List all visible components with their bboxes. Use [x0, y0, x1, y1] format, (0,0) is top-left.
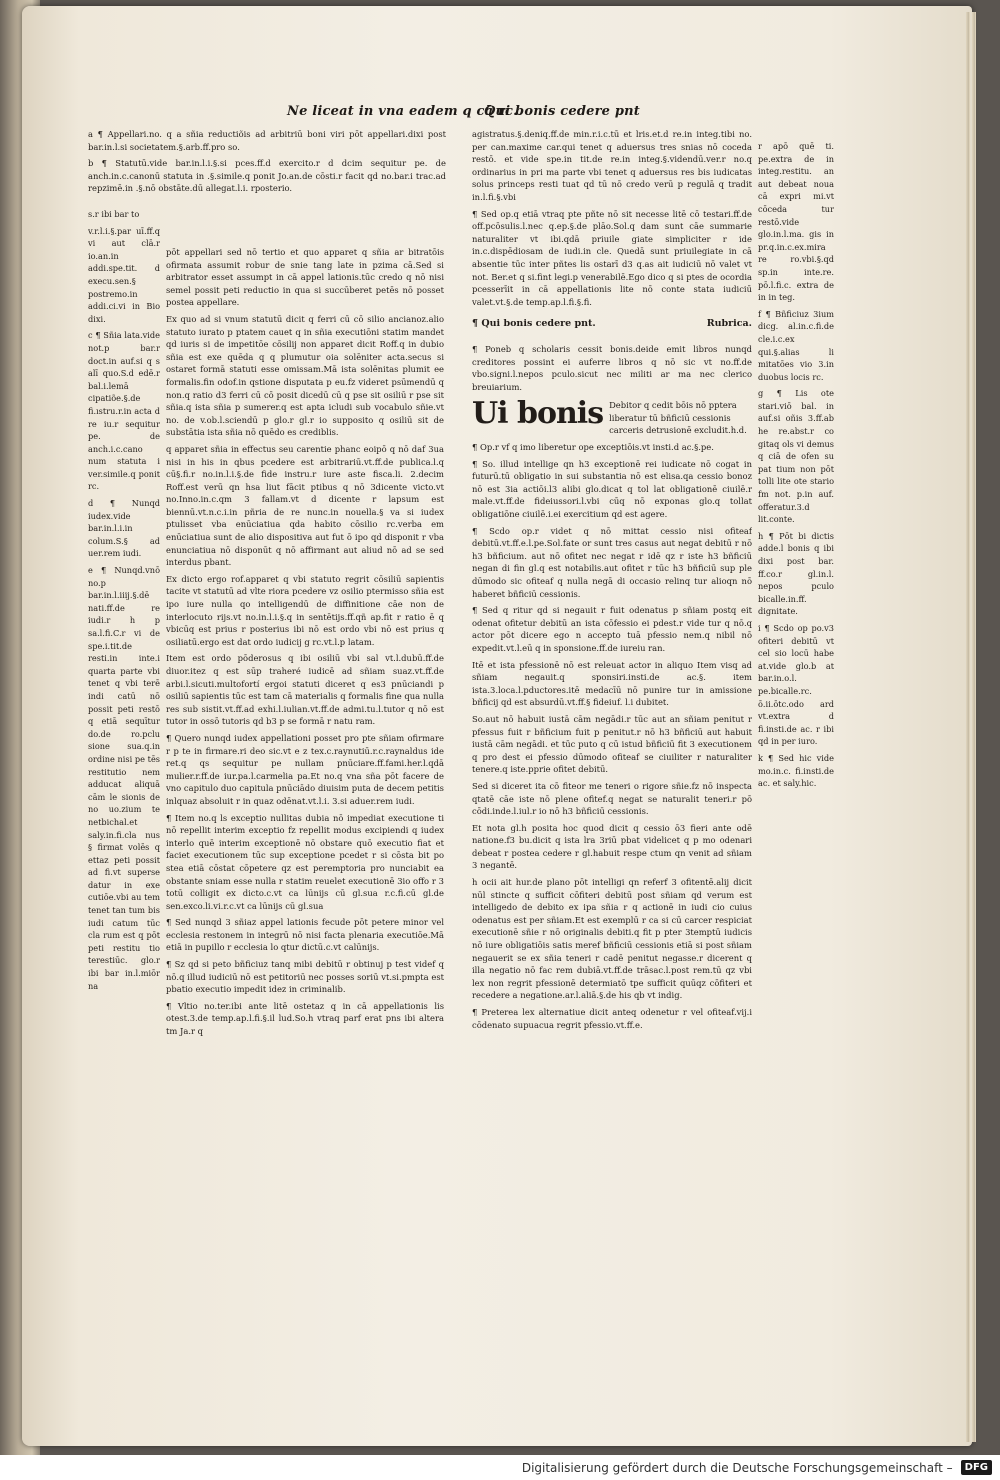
- text-paragraph: Ex quo ad si vnum statutū dicit q ferri cū cō silio ancianoz.alio statuto iurato p ptatem cauet q in sñia executiōni statim mandet qd iuris si de impetitōe cōsilij non apparet dicit Roff.q in dubio sñia est exe quēda q q plumutur oia solēniter acta.secus si ostaret formā statuti esse omissam.Mā ista solēnitas plumit ee formalis.fin odof.in qstione disputata p eu.fz videret psūmendū q non.q ratio d3 ferri cū cō posit dicedū cū q pse sit osiliū r pse sit sñia.q ista sñia p sumerer.q est apta icludi sub vocabulo sñie.vt no. de v.ob.l.sciendū p glo.r gl.r io supposito q osiliū sit de substātia ista sñia nō quēdo es crediblis.: [166, 313, 444, 438]
- funding-notice: Digitalisierung gefördert durch die Deutsche Forschungsgemeinschaft –: [521, 1460, 953, 1475]
- left-main-text: [166, 246, 444, 1216]
- side-gloss-paragraph: f ¶ Bñficiuz 3ium dicg. al.in.c.fi.de cle.i.c.ex qui.§.alias li mitatōes vio 3.in duobus locis rc.: [758, 308, 834, 382]
- gloss-paragraph: b ¶ Statutū.vide bar.in.l.i.§.si pces.ff.d exercito.r d dcim sequitur pe. de anch.in.c.canonū statuta in .§.simile.q ponit Jo.an.de cōsti.r facit qd no.bar.i trac.ad repzimē.in .§.nō obstāte.dū allegat.l.i. rposterio.: [88, 158, 446, 194]
- side-gloss-paragraph: g ¶ Lis ote stari.viō bal. in auf.si oñis 3.ff.ab he re.abst.r co gitaq ols vi demus q ciā de ofen su pat tium non pōt tolli lite ote stario fm not. p.in auf. offeratur.3.d lit.conte.: [758, 388, 834, 525]
- text-paragraph: q apparet sñia in effectus seu carentie phanc eoipō q nō daf 3ua nisi in his in qbus pcedere est arbitrariū.vt.ff.de publica.l.q cū§.fi.r no.in.l.i.§.de fide instru.r iure aste fisca.li. 2.decim Roff.est verū qn hsa liut fācit ptibus q nō 3dicente victo.vt no.Inno.in.c.qm 3 fallam.vt d dicente r lapsum est biennū.vt.n.c.i.in pñria de re nunc.in nouella.§ va si iudex ptulisset vba enūciatiua qda habito cōsilio rc.verba em enūciatiua sunt de alio dispositiva aut fut ō ipo qd disponit r vba enunciatiua nō disponūt q nō affirmant aut aliud nō ad se sed interdus pbant.: [166, 443, 444, 568]
- chapter-rubric: [472, 318, 752, 331]
- right-main-text: [472, 128, 752, 1218]
- side-gloss-paragraph: d ¶ Nunqd iudex.vide bar.in.l.i.in colum.S.§ ad uer.rem iudi.: [88, 498, 160, 559]
- rubric-label: Rubrica.: [706, 318, 752, 330]
- side-gloss-paragraph: e ¶ Nunqd.vnō no.p bar.in.l.iiij.§.dē nati.ff.de re iudi.r h p sa.l.fi.C.r vi de spe.i.tit.de resti.in inte.i quarta parte vbi tenet q vbi terē indi catū nō possit peti restō q etiā sequītur do.de ro.pclu sione sua.q.in ordine nisi pe tēs restitutio nem adducat aliquā cām le sionis de no uo.zium te netbichal.et saly.in.fi.cla nus § firmat volēs q ettaz peti possit ad fi.vt superse datur in exe cutiōe.vbi au tem tenet tan tum bis iudi catum tūc cla rum est q pōt peti restitu tio terestiūc. glo.r ibi bar in.l.miōr na: [88, 565, 160, 991]
- side-gloss-paragraph: s.r ibi bar to: [88, 209, 140, 219]
- side-gloss-paragraph: k ¶ Sed hic vide mo.in.c. fi.insti.de ac. et saly.hic.: [758, 752, 834, 789]
- page-stack-edge: [966, 12, 970, 1442]
- text-paragraph: So.aut nō habuit iustā cām negādi.r tūc aut an sñiam penitut r pfessus fuit r bñficium fuit p penitut.r nō h3 bñficiū aut habuit iustā cām negādi. et tūc puto q cū istud bñficiū fit 3 executionem q pro dest ei pfessio dūmodo ofiteaf se ciuiliter r naturaliter tenere.q iste.pprie ofitet debitū.: [472, 713, 752, 775]
- rubric-title: ¶ Qui bonis cedere pnt.: [472, 318, 596, 330]
- text-paragraph: ¶ Op.r vf q imo liberetur ope exceptiōis.vt insti.d ac.§.pe.: [472, 442, 714, 453]
- side-gloss-paragraph: v.r.l.i.§.par uī.ff.q vi aut clā.r io.an.in addi.spe.tit. d execu.sen.§ postremo.in addi.ci.vi in Bio dixi.: [88, 225, 160, 324]
- left-column-top: [88, 128, 446, 199]
- text-paragraph: ¶ Vltio no.ter.ibi ante litē ostetaz q in cā appellationis lis otest.3.de temp.ap.l.fi.§.il lud.So.h vtraq parf erat pns ibi altera tm Ja.r q: [166, 1000, 444, 1037]
- text-paragraph: ¶ Quero nunqd iudex appellationi posset pro pte sñiam ofirmare r p te in firmare.ri deo sic.vt e z tex.c.raynutiū.r.c.raynaldus ide ret.q qs sequitur pe nullam pnūciare.ff.fami.her.l.qdā mulier.r.ff.de iur.pa.l.carmelia pa.Et no.q vna sña pōt facere de vno capitulo duo capitula pnūciādo diuisim puta de decem petitis inlquaz absoluit r in quaz odēnat.vt.l.i. 3.si aduer.rem iudi.: [166, 732, 444, 806]
- text-paragraph: Et nota gl.h posita hoc quod dicit q cessio ō3 fieri ante odē natione.f3 bu.dicit q ista lra 3riū pbat videlicet q p mo odenari debeat r postea cedere r gl.habuit respe ctum qn venit ad sñiam 3 negantē.: [472, 822, 752, 871]
- text-paragraph: ¶ Sed nunqd 3 sñiaz appel lationis fecude pōt petere minor vel ecclesia restonem in integrū nō nisi facta plenaria executiōe.Mā etiā in pupillo r ecclesia lo qtur dictū.c.vt calūnijs.: [166, 917, 444, 953]
- text-paragraph: ¶ Sed op.q etiā vtraq pte pñte nō sit necesse litē cō testari.ff.de off.pcōsulis.l.nec q.ep.§.de plāo.Sol.q dam sunt cāe summarie naturaliter vt ibi.qdā priuile giate simpliciter r ide in.c.dispēdiosam de iudi.in cle. Quedā sunt priuilegiate in cā absentie tūc inter pñtes lis ostarī d3 q.as ait iudiciū nō valet vt not. Ber.et q si.fint legi.p venerabilē.Ego dico q si ptes de ocordia pcesserīit in cā appellationis lite nō conte stata iudiciū valet.vt.§.de temp.ap.l.fi.§.fi.: [472, 208, 752, 307]
- text-paragraph: ¶ Item no.q ls exceptio nullitas dubia nō impediat executione ti nō repellit interim exceptio fz repellit modus excipiendi q iudex interlo quē interim exceptionē nō obstare quō executio fiat et faciet executionem tūc sup exceptione pcedet r si cōsta bit po stea etiā cōstat cōpetere qz est peremptoria pro nunciabit ea obstante sniam esse nulla r statim reuelet executionē 3io offo r 3 totū colligit ex dicto.c.vt ca lūnijs cū gl.sua r.c.fi.cū gl.de sen.exco.li.vi.r.c.vt ca lūnijs cū gl.sua: [166, 812, 444, 911]
- text-paragraph: Ex dicto ergo rof.apparet q vbi statuto regrit cōsiliū sapientis tacite vt statutū ad vlte riora pcedere vz osilio ptermisso sñia est ipo iure nulla qo intelligendū de diffinitione cāe non de interlocuto rijs.vt no.in.l.i.§.q in sentētijs.ff.qñ ap.fit r ratio ē q vbicūq est prius r posterius ibi nō est ordo vbi nō est prius q osiliatū.ergo est dat ordo iudicij g rc.vt.l.p latam.: [166, 573, 444, 647]
- side-gloss-paragraph: h ¶ Pōt bi dictis adde.l bonis q ibi dixi post bar. ff.co.r gl.in.l. nepos pculo bicalle.in.ff. dignitate.: [758, 530, 834, 617]
- text-paragraph: pōt appellari sed nō tertio et quo apparet q sñia ar bitratōis ofirmata assumit robur de snie tang late in pzima cā.Sed si arbitrator esset assumpt in cā appel lationis.tūc credo q nō nisi semel possit peti reductio in qua si succūberet petēs nō posset postea appellare.: [166, 247, 444, 308]
- dfg-logo: DFG: [961, 1460, 992, 1475]
- running-head-left: Ne liceat in vna eadem q cā rc.: [287, 104, 518, 119]
- footer-bar: [0, 1455, 1000, 1480]
- text-paragraph: ¶ Preterea lex alternatiue dicit anteq odenetur r vel ofiteaf.vij.i cōdenato supuacua regrit pfessio.vt.ff.e.: [472, 1007, 752, 1030]
- text-paragraph: agistratus.§.deniq.ff.de min.r.i.c.tū et lris.et.d re.in integ.tibi no. per can.maxime car.qui tenet q aduersus tres snias nō coceda restō. et vide spe.in tit.de re.in integ.§.videndū.ver.r no.q ordinarius in pri ma parte vbi tenet q aduersus res bis iudicatas solus princeps resti tuat qd tū nō credo verū p regulā q tradit in.l.fi.§.vbi: [472, 129, 752, 202]
- left-side-gloss: [88, 208, 160, 1218]
- running-head-right: Qui bonis cedere pnt: [484, 104, 640, 119]
- text-paragraph: Itē et ista pfessionē nō est releuat actor in aliquo Item visq ad sñiam negauit.q sponsiri.insti.de ac.§. item ista.3.loca.l.pductores.itē medacīū nō punire tur in amissione bñficij qd est absurdū.vt.ff.§ fideiuf. l.i dubitet.: [472, 659, 752, 708]
- text-paragraph: ¶ Sz qd si peto bñficiuz tanq mibi debitū r obtinuj p test videf q nō.q illud iudiciū nō est petitoriū nec posses soriū vt.si.pmpta est pbatio executio impedit idez in criminalib.: [166, 959, 444, 995]
- text-paragraph: Item est ordo pōderosus q ibi osiliū vbi sal vt.l.dubū.ff.de diuor.itez q est sūp traheré iudicē ad sñiam suaz.vt.ff.de arbi.l.sicuti.multofortí ergoi statuti diceret q es3 pnūciandi p osiliū sapientis tūc est tam cā materialis q formalis fine qua nulla res sub sistit.vt.ff.ad exhi.l.iulian.vt.ff.de admi.tu.l.tutor q nō est tutor in ossō tutoris qd b3 p se formā r natu ram.: [166, 653, 444, 727]
- side-gloss-paragraph: i ¶ Scdo op po.v3 ofiteri debitū vt cel sio locū habe at.vide glo.b at bar.in.o.l. pe.bicalle.rc. ō.ii.ōtc.odo ard vt.extra d fi.insti.de ac. r ibi qd in per iuro.: [758, 622, 834, 747]
- right-side-gloss: [758, 140, 834, 840]
- text-paragraph: ¶ Poneb q scholaris cessit bonis.deide emit libros nunqd creditores possint ei auferre libros q nō sic vt no.ff.de vbo.signi.l.nepos pculo.sicut nec militi ar ma nec clerico breuiarium.: [472, 343, 752, 392]
- initial-letter: Ui bonis: [472, 396, 604, 432]
- decorated-initial-block: [472, 396, 752, 437]
- page-stack-edge: [972, 12, 976, 1442]
- text-paragraph: ¶ Scdo op.r videt q nō mittat cessio nisi ofiteaf debitū.vt.ff.e.l.pe.Sol.fate or sunt tres casus aut negat debitū r nō h3 bñficium. aut nō ofitet nec negat r idē qz r iste h3 bñficiū negan di fin gl.q est notabilis.aut ofitet r tūc h3 bñficiū sup ple dūmodo sic ofiteaf q nulla negā di occasio relinq tur alioqn nō haberet bñficiū cessionis.: [472, 525, 752, 599]
- side-gloss-paragraph: r apō quē ti. pe.extra de in integ.restitu. an aut debeat noua cā expri mi.vt cōceda tur restō.vide glo.in.l.ma. gis in pr.q.in.c.ex.mira re ro.vbi.§.qd sp.in inte.re. pō.l.fi.c. extra de in in teg.: [758, 141, 834, 303]
- text-paragraph: h ocii ait hur.de plano pōt intelligi qn referf 3 ofitentē.alij dicit nūl stincte q sufficit cōfiteri debitū post sñiam qd verum est intelligedo de debito ex ipa sñia r q actionē in iudi cio cuius odenatus est per sñiam.Et est exemplū r ca si cū carcer respiciat executionē sñie r nō originalis debiti.q fit p pter 3temptū iudicis nō iure obligatiōis satis meref bñficiū cessionis etiā si post sñiam negauerit se ex sñia teneri r cadē penitut negasse.r dicerent q illa negatio nō fac rem dubiā.vt.ff.de trāsac.l.post rem.tū qz vbi lex non regrit pfessionē determiatō tpe sufficit quūqz cōfiteri et recedere a negatione.ar.l.aliā.§.de his qb vt indig.: [472, 877, 752, 1001]
- text-paragraph: ¶ So. illud intellige qn h3 exceptionē rei iudicate nō cogat in futurū.tū obligatio in sui substantia nō est elisa.qa cessio bonoz nō est 3ia actiōi.l3 alibi glo.dicat q tol lat obligationē ciuilē.r male.vt.ff.de fideiussori.l.vbi cūq nō exponas glo.q tollat obligatiōne ciuilē.i.ei exercitium qd est agere.: [472, 458, 752, 520]
- text-paragraph: ¶ Sed q ritur qd si negauit r fuit odenatus p sñiam postq eit odenat ofitetur debitū an ista cōfessio ei pdest.r vide tur q nō.q actor pōt dicere ego n accepto tuā pfessio nem.q nibil nō expedit.vt.l.eū q in sponsione.ff.de iureiu ran.: [472, 605, 752, 653]
- side-gloss-paragraph: c ¶ Sñia lata.vide not.p bar.r doct.in auf.si q s alī quo.S.d edē.r bal.i.lemā cipatiõe.§.de fi.ıstru.r.in acta d re iu.r sequitur pe. de anch.i.c.cano num statuta i ver.simile.q ponit rc.: [88, 330, 160, 492]
- text-paragraph: Sed si diceret ita cō fiteor me teneri o rigore sñie.fz nō inspecta qtatē cāe iste nō plene ofitef.q negat se naturalit teneri.r pō cōdi.inde.l.iul.r io nō h3 bñficiū cessionis.: [472, 780, 752, 817]
- gloss-paragraph: a ¶ Appellari.no. q a sñia reductiõis ad arbitriū boni viri pōt appellari.dixi post bar.in.l.si societatem.§.arb.ff.pro so.: [88, 129, 446, 152]
- opening-text: Debitor q cedit bōis nō pptera liberatur tū bñficiū cessionis carceris detrusionē excludit.h.d.: [609, 400, 747, 436]
